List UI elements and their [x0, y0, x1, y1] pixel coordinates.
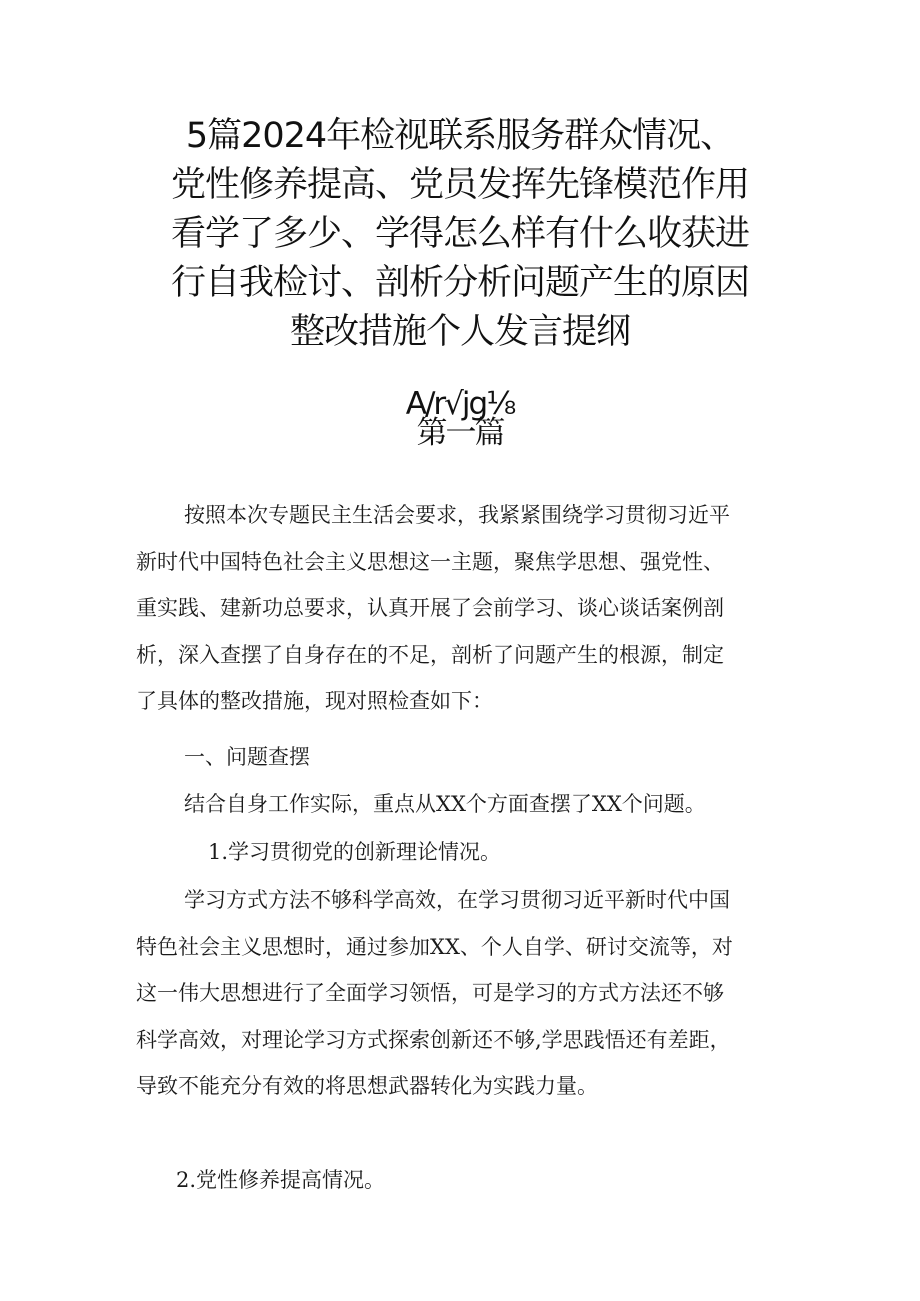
- garbled-text: A/r√jg⅛: [405, 386, 515, 422]
- title-line: 5篇2024年检视联系服务群众情况、: [185, 116, 735, 156]
- paragraph-line: 学习方式方法不够科学高效，在学习贯彻习近平新时代中国: [184, 888, 730, 912]
- item-heading: 2.党性修养提高情况。: [176, 1168, 386, 1192]
- chapter-title: 第一篇: [416, 415, 504, 451]
- paragraph-line: 析，深入查摆了自身存在的不足，剖析了问题产生的根源，制定: [136, 642, 724, 667]
- item-heading: 1.学习贯彻党的创新理论情况。: [208, 840, 502, 864]
- item-paragraph: [136, 877, 796, 1110]
- paragraph-line: 特色社会主义思想时，通过参加XX、个人自学、研讨交流等，对: [136, 934, 733, 959]
- intro-paragraph: [136, 492, 796, 725]
- title-line: 党性修养提高、党员发挥先锋模范作用: [170, 165, 749, 205]
- paragraph-line: 科学高效，对理论学习方式探索创新还不够,学思践悟还有差距，: [136, 1027, 731, 1052]
- paragraph-line: 重实践、建新功总要求，认真开展了会前学习、谈心谈话案例剖: [136, 596, 724, 620]
- paragraph-line: 按照本次专题民主生活会要求，我紧紧围绕学习贯彻习近平: [184, 503, 730, 527]
- paragraph-line: 这一伟大思想进行了全面学习领悟，可是学习的方式方法还不够: [136, 981, 724, 1005]
- section-heading: 一、问题查摆: [184, 745, 310, 769]
- document-title: [100, 112, 820, 357]
- summary-line: 结合自身工作实际，重点从XX个方面查摆了XX个问题。: [184, 792, 706, 816]
- title-line: 行自我检讨、剖析分析问题产生的原因: [170, 263, 749, 303]
- paragraph-line: 导致不能充分有效的将思想武器转化为实践力量。: [136, 1074, 598, 1098]
- title-line: 整改措施个人发言提纲: [289, 312, 630, 352]
- title-line: 看学了多少、学得怎么样有什么收获进: [170, 214, 749, 254]
- paragraph-line: 新时代中国特色社会主义思想这一主题，聚焦学思想、强党性、: [136, 549, 724, 574]
- paragraph-line: 了具体的整改措施，现对照检查如下：: [136, 689, 493, 713]
